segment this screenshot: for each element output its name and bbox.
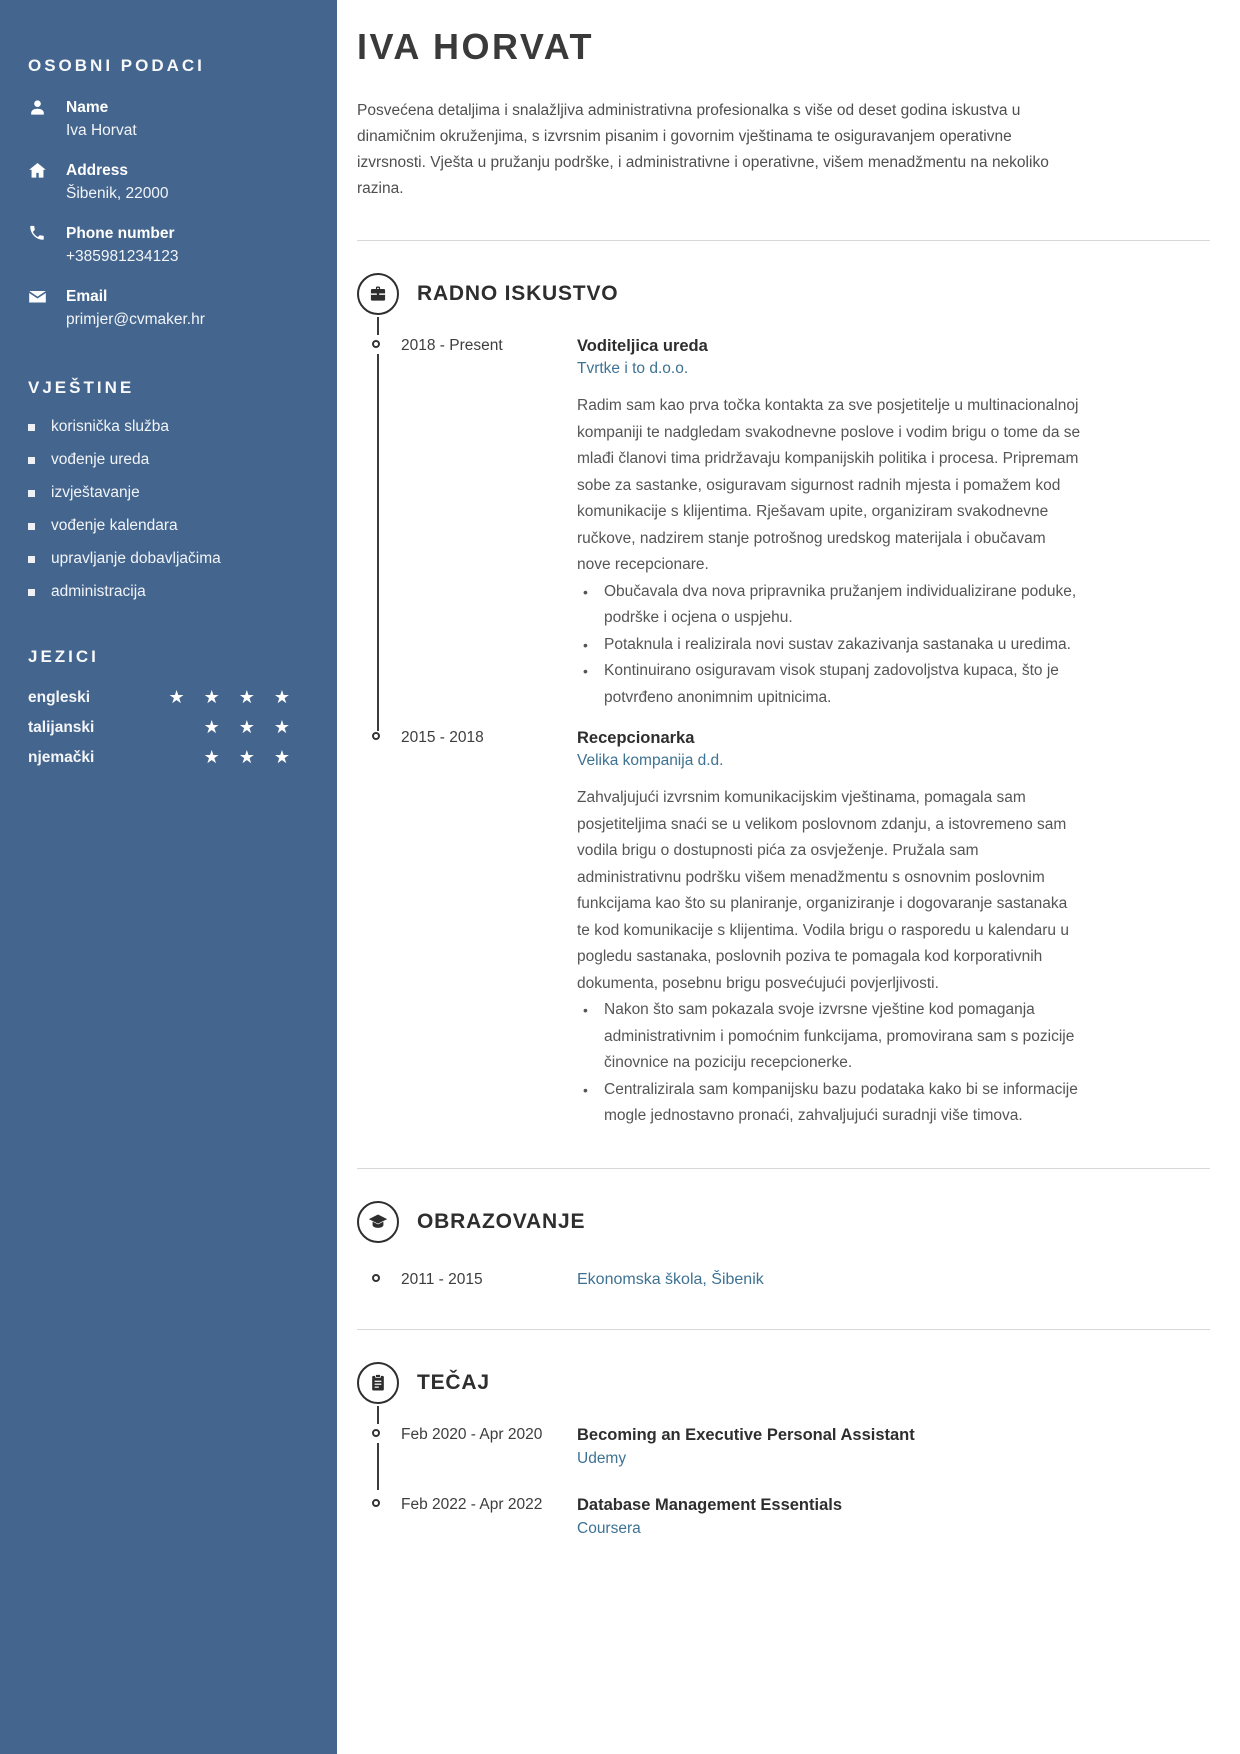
- bullet-item: • Kontinuirano osiguravam visok stupanj zadovoljstva kupaca, što je potvrđeno anonimnim upitnicima.: [577, 658, 1082, 711]
- language-name: engleski: [28, 688, 91, 706]
- skill-item: [28, 484, 297, 502]
- language-name: njemački: [28, 748, 95, 766]
- clipboard-icon: [357, 1362, 399, 1404]
- square-bullet-icon: [28, 490, 35, 497]
- entry-period: Feb 2020 - Apr 2020: [401, 1425, 543, 1443]
- entry-period: 2018 - Present: [401, 337, 503, 354]
- language-row: [28, 717, 297, 738]
- timeline-connector: [357, 321, 1210, 335]
- star-rating: ★ ★ ★: [203, 747, 297, 767]
- achievement-list: [577, 997, 1082, 1130]
- contact-value: Iva Horvat: [66, 122, 137, 139]
- skill-label: korisnička služba: [51, 418, 170, 435]
- job-title: Recepcionarka: [577, 729, 695, 747]
- achievement-list: [577, 579, 1082, 712]
- graduation-cap-icon: [357, 1201, 399, 1243]
- company-name: Velika kompanija d.d.: [577, 752, 724, 769]
- square-bullet-icon: [28, 523, 35, 530]
- experience-entry: [357, 727, 1210, 1130]
- contact-label: Email: [66, 288, 108, 305]
- timeline-rail: [357, 1424, 401, 1470]
- contact-text: [66, 222, 179, 269]
- skill-item: [28, 550, 297, 568]
- section-divider: [357, 240, 1210, 241]
- school-name: Ekonomska škola, Šibenik: [577, 1270, 764, 1288]
- courses-section-header: [357, 1362, 1210, 1404]
- skills-heading: VJEŠTINE: [28, 378, 135, 397]
- page-title: IVA HORVAT: [357, 26, 595, 67]
- skill-label: administracija: [51, 583, 146, 600]
- personal-data-heading: OSOBNI PODACI: [28, 56, 205, 75]
- square-bullet-icon: [28, 424, 35, 431]
- job-description: Zahvaljujući izvrsnim komunikacijskim vještinama, pomagala sam posjetiteljima snaći se u velikom poslovnom zdanju, a istovremeno sam vodila brigu o dostupnosti pića za osvježenje. Pružala sam administrativnu podršku višem menadžmentu s osnovnim poslovnim funkcijama kao što su planiranje, organiziranje i dogovaranje sastanaka te kod komunikacije s klijentima. Vodila brigu o rasporedu u kalendaru u pogledu sastanaka, poslovnih poziva te pomagala kod korporativnih dokumenta, posebnu brigu posvećujući povjerljivosti.: [577, 789, 1069, 992]
- contact-phone: [28, 222, 297, 269]
- course-entry: [357, 1424, 1210, 1470]
- languages-heading: JEZICI: [28, 647, 99, 666]
- course-entry: [357, 1494, 1210, 1540]
- contact-email: [28, 285, 297, 332]
- square-bullet-icon: [28, 556, 35, 563]
- contact-name: [28, 96, 297, 143]
- bullet-item: • Obučavala dva nova pripravnika pružanjem individualizirane poduke, podrške i ocjena o uspjehu.: [577, 579, 1082, 632]
- timeline-connector: [357, 1410, 1210, 1424]
- bullet-item: • Potaknula i realizirala novi sustav zakazivanja sastanaka u uredima.: [577, 632, 1082, 659]
- contact-value: +385981234123: [66, 248, 179, 265]
- course-provider: Coursera: [577, 1519, 641, 1537]
- skills-section: [28, 378, 297, 601]
- language-row: [28, 687, 297, 708]
- contact-label: Address: [66, 162, 129, 179]
- education-section-header: [357, 1201, 1210, 1243]
- square-bullet-icon: [28, 589, 35, 596]
- sidebar: [0, 0, 337, 1754]
- entry-body: [577, 1494, 1210, 1540]
- entry-period: 2015 - 2018: [401, 729, 484, 746]
- entry-body: [577, 727, 1210, 1130]
- language-row: [28, 747, 297, 768]
- experience-entry: [357, 335, 1210, 711]
- contact-value: primjer@cvmaker.hr: [66, 311, 205, 328]
- experience-section-header: [357, 273, 1210, 315]
- phone-icon: [28, 222, 66, 269]
- timeline-dot-icon: [372, 1429, 380, 1437]
- square-bullet-icon: [28, 457, 35, 464]
- entry-period: 2011 - 2015: [401, 1270, 483, 1288]
- entry-body: [577, 1269, 1210, 1291]
- briefcase-icon: [357, 273, 399, 315]
- profile-summary: Posvećena detaljima i snalažljiva administrativna profesionalka s više od deset godina iskustva u dinamičnim okruženjima, s izvrsnim pisanim i govornim vještinama te osiguravanjem operativne izvrsnosti. Vješta u pružanju podrške, i administrativne i operativne, višem menadžmentu na nekoliko razina.: [357, 102, 1049, 197]
- skill-label: vođenje ureda: [51, 451, 150, 468]
- skill-label: upravljanje dobavljačima: [51, 550, 221, 567]
- timeline-rail: [357, 1494, 401, 1540]
- course-provider: Udemy: [577, 1449, 627, 1467]
- section-title: RADNO ISKUSTVO: [417, 282, 619, 305]
- skill-label: izvještavanje: [51, 484, 140, 501]
- timeline-dot-icon: [372, 340, 380, 348]
- email-icon: [28, 285, 66, 332]
- education-entry: [357, 1269, 1210, 1291]
- entry-body: [577, 1424, 1210, 1470]
- company-name: Tvrtke i to d.o.o.: [577, 360, 689, 377]
- timeline-rail: [357, 727, 401, 1130]
- skill-item: [28, 517, 297, 535]
- contact-value: Šibenik, 22000: [66, 185, 169, 202]
- contact-text: [66, 285, 205, 332]
- star-rating: ★ ★ ★: [203, 717, 297, 737]
- contact-text: [66, 96, 137, 143]
- bullet-item: • Nakon što sam pokazala svoje izvrsne vještine kod pomaganja administrativnim i pomoćnim funkcijama, promovirana sam s pozicije činovnice na poziciju recepcionerke.: [577, 997, 1082, 1077]
- section-title: TEČAJ: [417, 1370, 490, 1394]
- section-divider: [357, 1168, 1210, 1169]
- contact-text: [66, 159, 169, 206]
- course-name: Becoming an Executive Personal Assistant: [577, 1425, 915, 1444]
- section-divider: [357, 1329, 1210, 1330]
- skill-item: [28, 418, 297, 436]
- entry-period: Feb 2022 - Apr 2022: [401, 1495, 543, 1513]
- timeline-rail: [357, 1269, 401, 1291]
- section-title: OBRAZOVANJE: [417, 1209, 586, 1233]
- home-icon: [28, 159, 66, 206]
- job-description: Radim sam kao prva točka kontakta za sve posjetitelje u multinacionalnoj kompaniji te nadgledam svakodnevne poslove i vodim brigu o tome da se mlađi članovi tima pridržavaju kompanijskih politika i procesa. Pripremam sobe za sastanke, osiguravam sigurnost radnih mjesta i pomažem kod komunikacije s klijentima. Rješavam upite, organiziram svakodnevne ručkove, nadzirem stanje potrošnog uredskog materijala i obučavam nove recepcionare.: [577, 397, 1081, 573]
- contact-label: Name: [66, 99, 109, 116]
- timeline-dot-icon: [372, 732, 380, 740]
- skill-label: vođenje kalendara: [51, 517, 178, 534]
- language-name: talijanski: [28, 718, 95, 736]
- skill-item: [28, 451, 297, 469]
- contact-address: [28, 159, 297, 206]
- timeline-rail: [357, 335, 401, 711]
- entry-body: [577, 335, 1210, 711]
- skill-item: [28, 583, 297, 601]
- job-title: Voditeljica ureda: [577, 337, 708, 355]
- timeline-dot-icon: [372, 1274, 380, 1282]
- star-rating: ★ ★ ★ ★: [168, 687, 297, 707]
- languages-section: [28, 647, 297, 768]
- main-content: [337, 0, 1240, 1754]
- bullet-item: • Centralizirala sam kompanijsku bazu podataka kako bi se informacije mogle jednostavno pronaći, zahvaljujući suradnji više timova.: [577, 1077, 1082, 1130]
- course-name: Database Management Essentials: [577, 1495, 843, 1514]
- contact-label: Phone number: [66, 225, 175, 242]
- timeline-dot-icon: [372, 1499, 380, 1507]
- user-icon: [28, 96, 66, 143]
